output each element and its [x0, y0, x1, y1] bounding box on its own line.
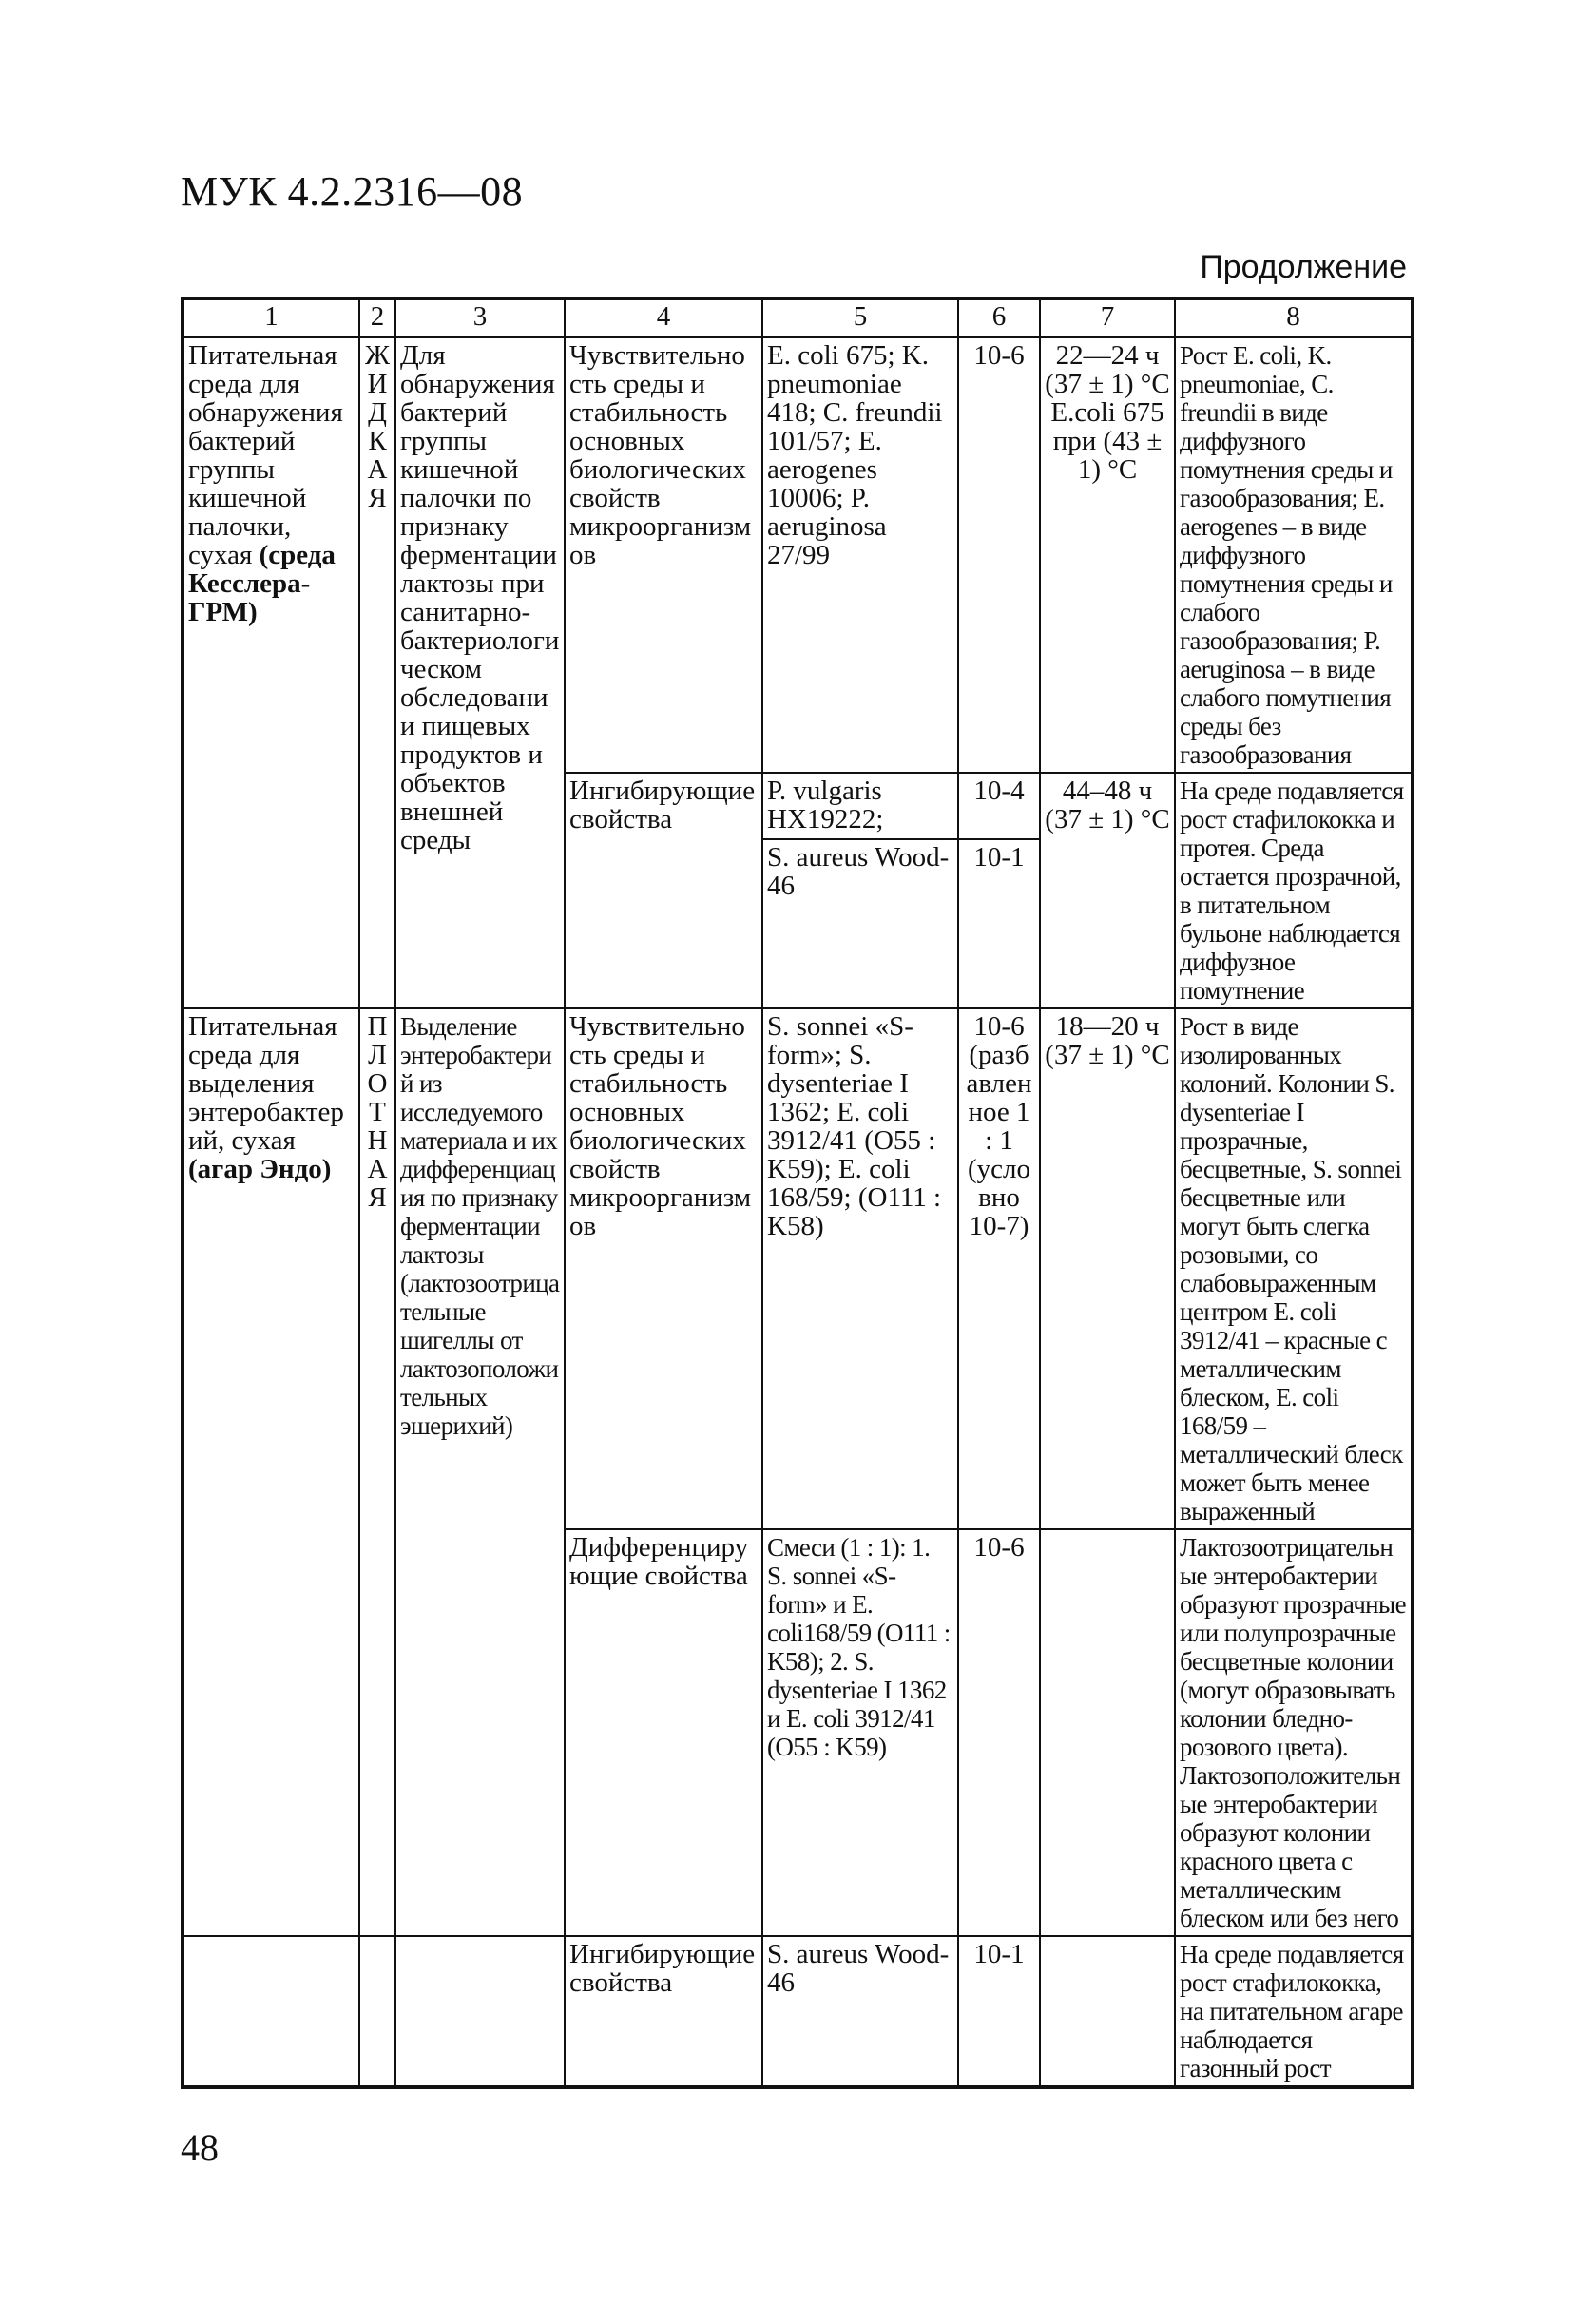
form-letter: Ж [365, 340, 390, 371]
form-letter: О [367, 1068, 388, 1099]
dilution-cell: 10-6 (разбавленное 1 : 1 (условно 10-7) [958, 1008, 1040, 1529]
strain-entry: P. vulgaris HX19222; [763, 774, 957, 840]
medium-name-cell [183, 1008, 359, 1936]
incubation-cell: 22—24 ч (37 ± 1) °С E.coli 675 при (43 ± 1) °С [1040, 337, 1175, 773]
media-properties-table [181, 297, 1414, 2089]
dilution-entry: 10-4 [959, 774, 1039, 840]
strains-cell: E. coli 675; K. pneumoniae 418; C. freundii 101/57; E. aerogenes 10006; P. aeruginosa 27/99 [762, 337, 958, 773]
dilution-cell: 10-6 [958, 337, 1040, 773]
form-letter: Я [368, 483, 387, 513]
continuation-label: Продолжение [1200, 249, 1407, 285]
column-header: 3 [395, 298, 565, 337]
result-cell: Рост в виде изолированных колоний. Колонии S. dysenteriae I прозрачные, бесцветные, S. sonnei бесцветные или могут быть слегка розовыми, со слабовыраженным центром E. coli 3912/41 – красные с металлическим блеском, E. coli 168/59 – металлический блеск может быть менее выраженный [1175, 1008, 1413, 1529]
table-row [183, 1936, 1413, 2087]
incubation-cell: 44–48 ч (37 ± 1) °С [1040, 773, 1175, 1008]
dilution-cell [958, 773, 1040, 1008]
result-cell: На среде подавляется рост стафилококка, на питательном агаре наблюдается газонный рост [1175, 1936, 1413, 2087]
medium-name-bold: (агар Эндо) [188, 1154, 332, 1184]
incubation-cell: 18—20 ч (37 ± 1) °С [1040, 1008, 1175, 1529]
column-header: 5 [762, 298, 958, 337]
form-letter: Я [368, 1182, 387, 1213]
medium-form-vertical [359, 337, 395, 1008]
dilution-entry: 10-1 [973, 842, 1025, 873]
incubation-cell [1040, 1529, 1175, 1936]
property-cell: Ингибирующие свойства [565, 773, 762, 1008]
medium-name-bold: (среда Кесслера-ГРМ) [188, 540, 336, 627]
dilution-cell: 10-1 [958, 1936, 1040, 2087]
form-letter: А [367, 454, 388, 485]
strains-cell: Смеси (1 : 1): 1. S. sonnei «S-form» и E. coli168/59 (O111 : K58); 2. S. dysenteriae I 1362 и E. coli 3912/41 (O55 : K59) [762, 1529, 958, 1936]
column-header: 4 [565, 298, 762, 337]
medium-name: Питательная среда для обнаружения бактерий группы кишечной палочки, сухая [188, 340, 343, 570]
form-letter: Н [367, 1125, 388, 1156]
empty-cell [359, 1936, 395, 2087]
property-cell: Дифференцирующие свойства [565, 1529, 762, 1936]
table-row [183, 337, 1413, 773]
form-letter: И [367, 369, 388, 399]
empty-cell [183, 1936, 359, 2087]
form-letter: Л [368, 1040, 387, 1070]
form-letter: А [367, 1154, 388, 1184]
column-header: 1 [183, 298, 359, 337]
medium-name: Питательная среда для выделения энтеробактерий, сухая [188, 1011, 344, 1156]
form-letter: Т [369, 1097, 386, 1127]
medium-name-cell [183, 337, 359, 1008]
column-header: 2 [359, 298, 395, 337]
incubation-cell [1040, 1936, 1175, 2087]
column-header: 6 [958, 298, 1040, 337]
empty-cell [395, 1936, 565, 2087]
column-header: 7 [1040, 298, 1175, 337]
medium-form-vertical [359, 1008, 395, 1936]
strain-entry: S. aureus Wood-46 [767, 842, 950, 901]
page-number: 48 [181, 2126, 219, 2169]
purpose-cell: Для обнаружения бактерий группы кишечной палочки по признаку ферментации лактозы при санитарно-бактериологическом обследовании пищевых продуктов и объектов внешней среды [395, 337, 565, 1008]
result-cell: На среде подавляется рост стафилококка и протея. Среда остается прозрачной, в питательном бульоне наблюдается диффузное помутнение [1175, 773, 1413, 1008]
form-letter: Д [368, 397, 387, 428]
result-cell: Рост E. coli, K. pneumoniae, C. freundii в виде диффузного помутнения среды и газообразования; E. aerogenes – в виде диффузного помутнения среды и слабого газообразования; P. aeruginosa – в виде слабого помутнения среды без газообразования [1175, 337, 1413, 773]
property-cell: Чувствительность среды и стабильность основных биологических свойств микроорганизмов [565, 1008, 762, 1529]
result-cell: Лактозоотрицательные энтеробактерии образуют прозрачные или полупрозрачные бесцветные колонии (могут образовывать колонии бледно-розового цвета). Лактозоположительные энтеробактерии образуют колонии красного цвета с металлическим блеском или без него [1175, 1529, 1413, 1936]
table-header-row [183, 298, 1413, 337]
strains-cell [762, 773, 958, 1008]
strains-cell: S. aureus Wood-46 [762, 1936, 958, 2087]
form-letter: П [367, 1011, 388, 1042]
strains-cell: S. sonnei «S-form»; S. dysenteriae I 1362; E. coli 3912/41 (O55 : K59); E. coli 168/59; (O111 : K58) [762, 1008, 958, 1529]
purpose-cell: Выделение энтеробактерий из исследуемого материала и их дифференциация по признаку ферментации лактозы (лактозоотрицательные шигеллы от лактозоположительных эшерихий) [395, 1008, 565, 1936]
form-letter: К [368, 426, 387, 456]
property-cell: Чувствительность среды и стабильность основных биологических свойств микроорганизмов [565, 337, 762, 773]
dilution-cell: 10-6 [958, 1529, 1040, 1936]
table-row [183, 1008, 1413, 1529]
document-code: МУК 4.2.2316—08 [181, 168, 524, 215]
column-header: 8 [1175, 298, 1413, 337]
property-cell: Ингибирующие свойства [565, 1936, 762, 2087]
